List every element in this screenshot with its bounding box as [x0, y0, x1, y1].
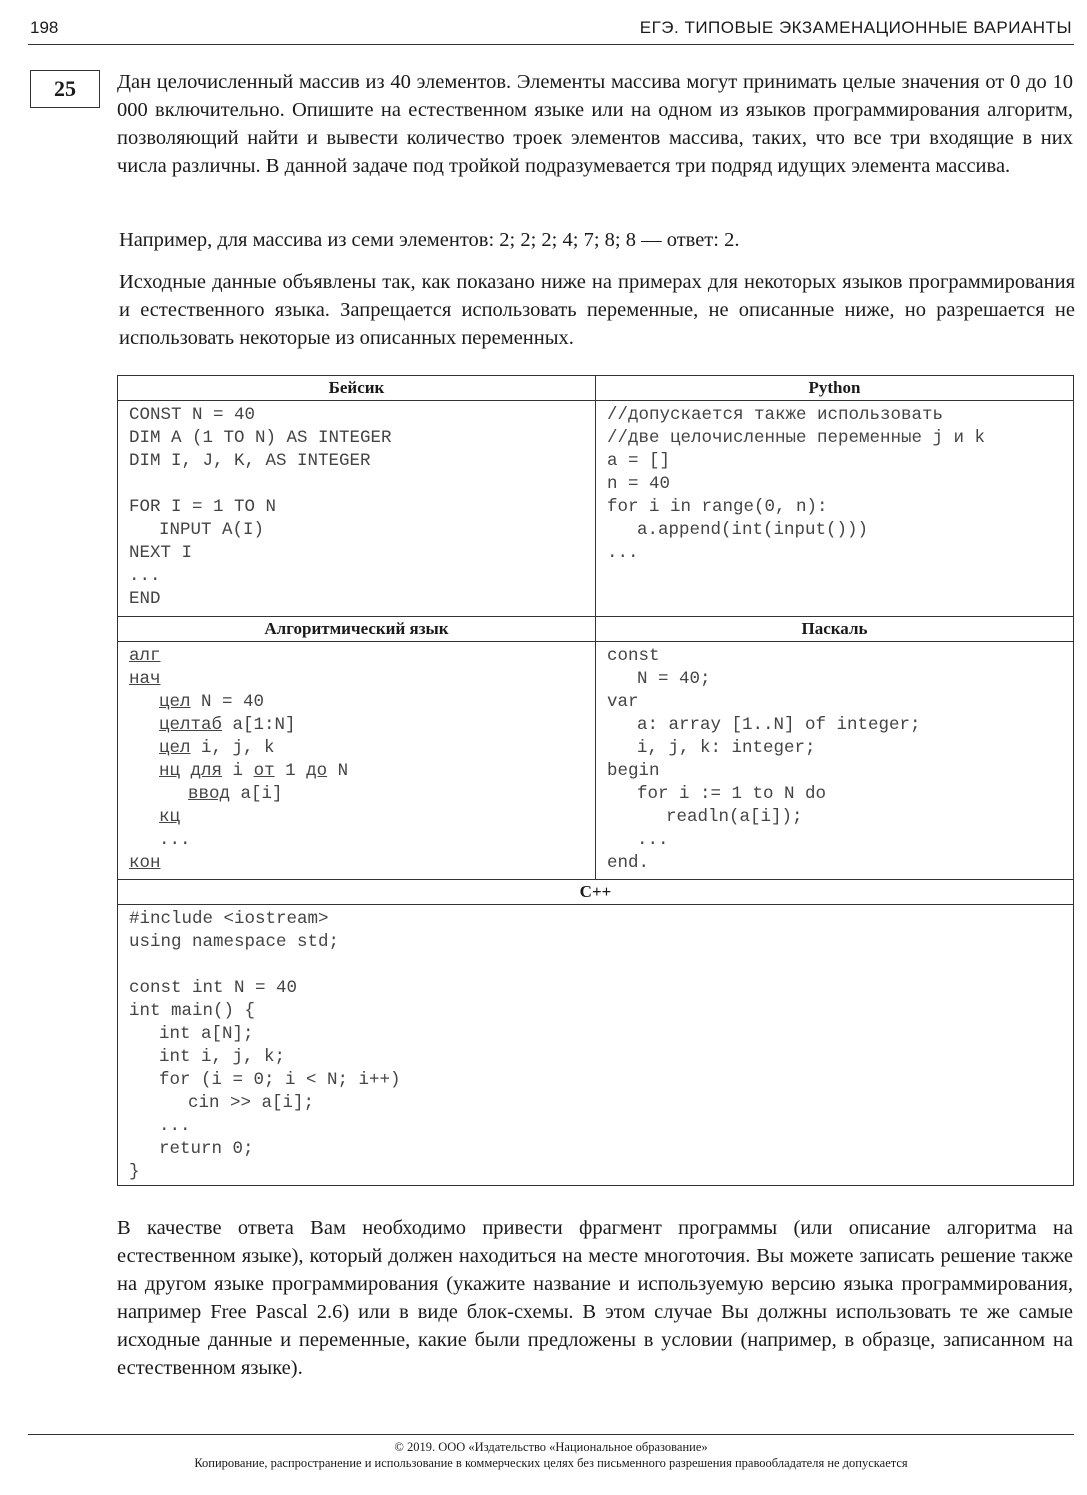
keyword: нц — [159, 761, 181, 781]
code-line — [129, 714, 595, 737]
answer-note: В качестве ответа Вам необходимо привести фрагмент программы (или описание алгоритма на естественном языке), который должен находиться на месте многоточия. Вы можете записать решение также на другом языке программирования (укажите название и используемую версию языка программирования, например Free Pascal 2.6) или в виде блок-схемы. В этом случае Вы должны использовать те же самые исходные данные и переменные, какие были предложены в условии (например, в образце, записанном на естественном языке). — [117, 1217, 1073, 1379]
copyright: © 2019. ООО «Издательство «Национальное образование» — [394, 1440, 708, 1454]
code-line: int i, j, k; — [159, 1047, 286, 1067]
code-line: for (i = 0; i < N; i++) — [159, 1070, 401, 1090]
code-line: int main() { — [129, 1001, 256, 1021]
python-code — [596, 401, 1074, 617]
code-line: for i := 1 to N do — [637, 784, 827, 804]
code-line — [129, 645, 595, 668]
code-line — [129, 737, 595, 760]
code-line: a = [] — [607, 451, 671, 471]
pascal-code — [596, 642, 1074, 880]
page-footer — [28, 1434, 1074, 1471]
code-line: return 0; — [159, 1139, 254, 1159]
code-table — [117, 375, 1074, 1186]
code-text: 1 — [274, 761, 307, 781]
cpp-header: C++ — [118, 880, 1074, 905]
code-text: i, j, k — [190, 738, 275, 758]
keyword: для — [190, 761, 223, 781]
keyword: цел — [159, 738, 191, 758]
code-line — [129, 783, 595, 806]
code-line — [129, 852, 595, 875]
code-line: INPUT A(I) — [159, 520, 265, 540]
code-line: begin — [607, 761, 660, 781]
code-line — [129, 954, 1073, 977]
basic-code — [118, 401, 596, 617]
code-line: #include <iostream> — [129, 909, 329, 929]
code-text: N — [327, 761, 349, 781]
page-header — [28, 14, 1074, 45]
keyword: цел — [159, 692, 191, 712]
code-line: const int N = 40 — [129, 978, 298, 998]
running-title: ЕГЭ. ТИПОВЫЕ ЭКЗАМЕНАЦИОННЫЕ ВАРИАНТЫ — [639, 18, 1072, 37]
keyword: кц — [159, 807, 181, 827]
keyword: ввод — [188, 784, 231, 804]
code-line — [129, 668, 595, 691]
basic-header: Бейсик — [118, 376, 596, 401]
code-line: N = 40; — [637, 669, 711, 689]
code-line: ... — [159, 1116, 191, 1136]
keyword: целтаб — [159, 715, 223, 735]
code-line — [129, 806, 595, 829]
code-line: for i in range(0, n): — [607, 497, 828, 517]
code-line: ... — [637, 830, 669, 850]
code-line: end. — [607, 853, 650, 873]
code-line: ... — [159, 830, 191, 850]
code-line: FOR I = 1 TO N — [129, 497, 277, 517]
pascal-header: Паскаль — [596, 617, 1074, 642]
code-text: N = 40 — [190, 692, 265, 712]
code-line: ... — [607, 543, 639, 563]
code-line: const — [607, 646, 660, 666]
code-line: var — [607, 692, 639, 712]
python-header: Python — [596, 376, 1074, 401]
code-line — [129, 691, 595, 714]
code-line: n = 40 — [607, 474, 671, 494]
code-line: CONST N = 40 — [129, 405, 256, 425]
copy-notice: Копирование, распространение и использование в коммерческих целях без письменного разрешения правообладателя не допускается — [194, 1456, 908, 1470]
page-number: 198 — [30, 18, 59, 37]
task-number-box: 25 — [30, 70, 100, 108]
keyword: нач — [129, 669, 161, 689]
alg-header: Алгоритмический язык — [118, 617, 596, 642]
code-line: cin >> a[i]; — [188, 1093, 315, 1113]
code-line: readln(a[i]); — [666, 807, 803, 827]
task-note: Исходные данные объявлены так, как показано ниже на примерах для некоторых языков программирования и естественного языка. Запрещается использовать переменные, не описанные ниже, но разрешается не использовать некоторые из описанных переменных. — [119, 271, 1075, 349]
code-line: } — [129, 1162, 140, 1182]
code-line: a.append(int(input())) — [637, 520, 869, 540]
code-line: int a[N]; — [159, 1024, 254, 1044]
code-line: ... — [129, 566, 161, 586]
task-statement: Дан целочисленный массив из 40 элементов. Элементы массива могут принимать целые значения от 0 до 10 000 включительно. Опишите на естественном языке или на одном из языков программирования алгоритм, позволяющий найти и вывести количество троек элементов массива, таких, что все три входящие в них числа различны. В данной задаче под тройкой подразумевается три подряд идущих элемента массива. — [117, 71, 1073, 177]
alg-code — [118, 642, 596, 880]
code-line: using namespace std; — [129, 932, 340, 952]
code-text: i — [222, 761, 254, 781]
code-line — [129, 760, 595, 783]
code-line: DIM A (1 TO N) AS INTEGER — [129, 428, 392, 448]
code-line: a: array [1..N] of integer; — [637, 715, 921, 735]
code-line: END — [129, 589, 161, 609]
keyword: кон — [129, 853, 161, 873]
code-line: //две целочисленные переменные j и k — [607, 428, 986, 448]
code-text: a[1:N] — [222, 715, 296, 735]
keyword: от — [253, 761, 275, 781]
code-text: a[i] — [230, 784, 283, 804]
code-line: i, j, k: integer; — [637, 738, 816, 758]
code-line: NEXT I — [129, 543, 193, 563]
cpp-code — [118, 905, 1074, 1186]
code-line — [129, 473, 595, 496]
task-example: Например, для массива из семи элементов: 2; 2; 2; 4; 7; 8; 8 — ответ: 2. — [119, 229, 740, 251]
code-line: //допускается также использовать — [607, 405, 944, 425]
code-line: DIM I, J, K, AS INTEGER — [129, 451, 371, 471]
keyword: алг — [129, 646, 161, 666]
keyword: до — [306, 761, 328, 781]
